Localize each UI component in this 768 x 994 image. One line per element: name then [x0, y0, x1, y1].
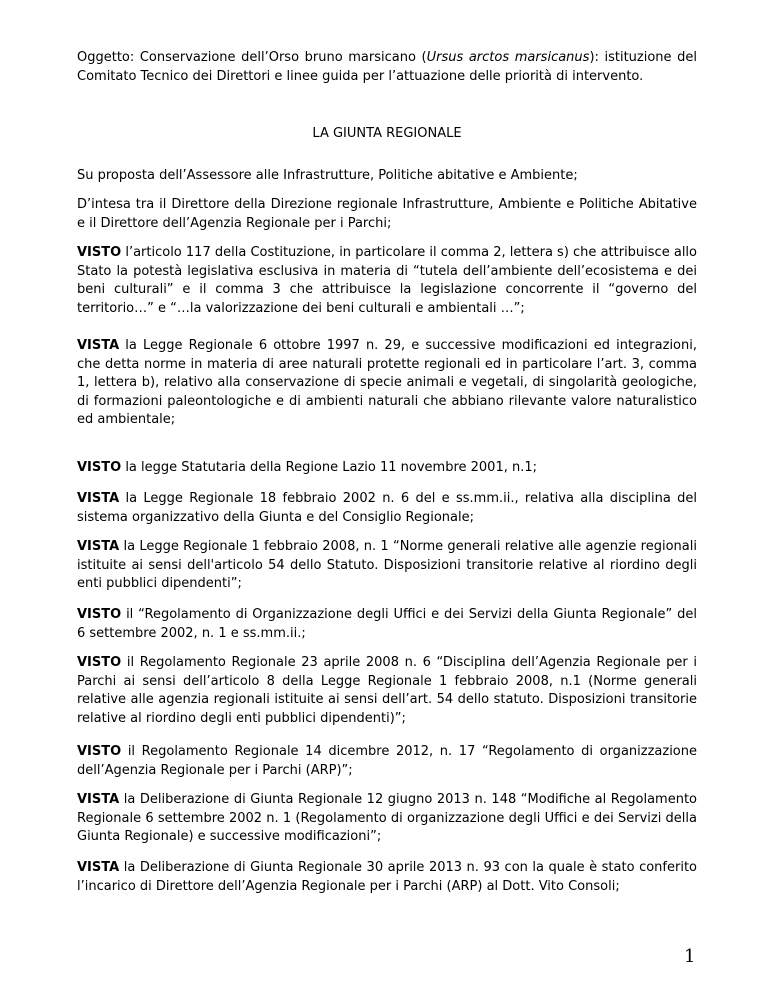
- heading-giunta: LA GIUNTA REGIONALE: [312, 126, 462, 141]
- keyword: VISTO: [77, 744, 122, 759]
- paragraph-text: il “Regolamento di Organizzazione degli Uffici e dei Servizi della Giunta Regionale” del 6 settembre 2002, n. 1 e ss.mm.ii.;: [77, 607, 697, 641]
- keyword: VISTA: [77, 491, 120, 506]
- paragraph-text: la Legge Regionale 18 febbraio 2002 n. 6 del e ss.mm.ii., relativa alla disciplina del sistema organizzativo della Giunta e del Consiglio Regionale;: [77, 491, 697, 525]
- paragraph-text: la Deliberazione di Giunta Regionale 12 giugno 2013 n. 148 “Modifiche al Regolamento Regionale 6 settembre 2002 n. 1 (Regolamento di organizzazione degli Uffici e dei Servizi della Giunta Regionale) e successive modificazioni”;: [77, 792, 697, 844]
- species-name: Ursus arctos marsicanus: [426, 50, 590, 65]
- paragraph-text: il Regolamento Regionale 23 aprile 2008 n. 6 “Disciplina dell’Agenzia Regionale per i Parchi ai sensi dell’articolo 8 della Legge Regionale 1 febbraio 2008, n.1 (Norme generali relative alle agenzia regionali istituite ai sensi dell’art. 54 dello statuto. Disposizioni transitorie relative al riordino degli enti pubblici dipendenti)”;: [77, 655, 697, 726]
- keyword: VISTA: [77, 860, 120, 875]
- visto-paragraph: [77, 459, 697, 478]
- visto-paragraph: [77, 244, 697, 318]
- paragraph-text: la Deliberazione di Giunta Regionale 30 aprile 2013 n. 93 con la quale è stato conferito l’incarico di Direttore dell’Agenzia Regionale per i Parchi (ARP) al Dott. Vito Consoli;: [77, 860, 697, 894]
- visto-paragraph: [77, 337, 697, 430]
- subject-prefix: Oggetto: Conservazione dell’Orso bruno marsicano (: [77, 50, 427, 65]
- intro-paragraph: Su proposta dell’Assessore alle Infrastrutture, Politiche abitative e Ambiente;: [77, 168, 578, 183]
- visto-paragraph: [77, 606, 697, 643]
- keyword: VISTO: [77, 607, 122, 622]
- paragraph-text: la legge Statutaria della Regione Lazio 11 novembre 2001, n.1;: [121, 460, 538, 475]
- visto-paragraph: [77, 538, 697, 594]
- keyword: VISTA: [77, 338, 120, 353]
- visto-paragraph: [77, 791, 697, 847]
- paragraph-text: l’articolo 117 della Costituzione, in particolare il comma 2, lettera s) che attribuisce allo Stato la potestà legislativa esclusiva in materia di “tutela dell’ambiente dell’ecosistema e dei beni culturali” e il comma 3 che attribuisce la legislazione concorrente il “governo del territorio…” e “…la valorizzazione dei beni culturali e ambientali …”;: [77, 245, 697, 316]
- keyword: VISTO: [77, 655, 122, 670]
- visto-paragraph: [77, 654, 697, 728]
- visto-paragraph: [77, 490, 697, 527]
- visto-paragraph: [77, 859, 697, 896]
- visto-paragraph: [77, 743, 697, 780]
- paragraph-text: la Legge Regionale 6 ottobre 1997 n. 29, e successive modificazioni ed integrazioni, che detta norme in materia di aree naturali protette regionali ed in particolare l’art. 3, comma 1, lettera b), relativo alla conservazione di specie animali e vegetali, di singolarità geologiche, di formazioni paleontologiche e di ambienti naturali che abbiano rilevante valore naturalistico ed ambientale;: [77, 338, 697, 427]
- keyword: VISTA: [77, 539, 120, 554]
- keyword: VISTA: [77, 792, 120, 807]
- paragraph-text: la Legge Regionale 1 febbraio 2008, n. 1 “Norme generali relative alle agenzie regionali istituite ai sensi dell'articolo 54 dello Statuto. Disposizioni transitorie relative al riordino degli enti pubblici dipendenti”;: [77, 539, 697, 591]
- keyword: VISTO: [77, 245, 122, 260]
- page-number: 1: [684, 946, 696, 967]
- paragraph-text: il Regolamento Regionale 14 dicembre 2012, n. 17 “Regolamento di organizzazione dell’Agenzia Regionale per i Parchi (ARP)”;: [77, 744, 697, 778]
- keyword: VISTO: [77, 460, 122, 475]
- subject-suffix: ): istituzione del Comitato Tecnico dei Direttori e linee guida per l’attuazione delle priorità di intervento.: [77, 50, 697, 84]
- subject-paragraph: [77, 49, 697, 86]
- intro-paragraph: D’intesa tra il Direttore della Direzione regionale Infrastrutture, Ambiente e Politiche Abitative e il Direttore dell’Agenzia Regionale per i Parchi;: [77, 197, 697, 231]
